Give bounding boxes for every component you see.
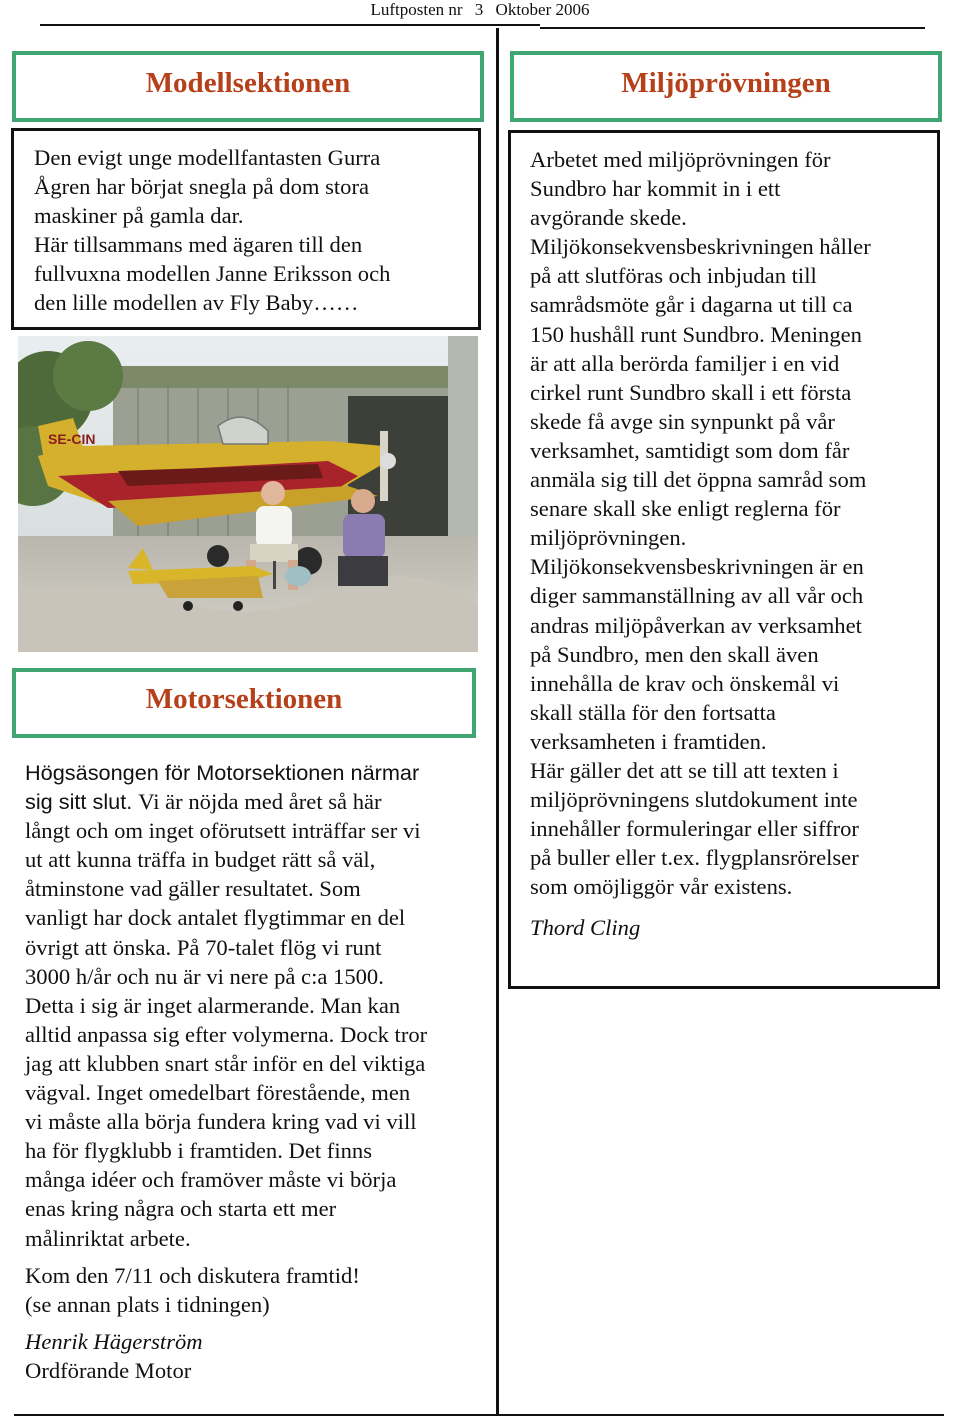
motor-line: långt och om inget oförutsett inträffar ser vi bbox=[25, 818, 421, 844]
miljoprovningen-title-box bbox=[510, 51, 942, 122]
motor-invite-line: (se annan plats i tidningen) bbox=[25, 1291, 270, 1317]
miljo-line: skall ställa för den fortsatta bbox=[530, 699, 776, 725]
miljo-line: cirkel runt Sundbro skall i ett första bbox=[530, 379, 852, 405]
modellsektionen-text-box bbox=[11, 128, 481, 330]
modell-line: fullvuxna modellen Janne Eriksson och bbox=[34, 261, 391, 287]
miljo-line: innehålla de krav och önskemål vi bbox=[530, 670, 840, 696]
header-rule bbox=[40, 24, 540, 26]
modell-line: den lille modellen av Fly Baby…… bbox=[34, 290, 359, 316]
motor-line: vi måste alla börja fundera kring vad vi vill bbox=[25, 1109, 417, 1135]
miljo-line: avgörande skede. bbox=[530, 205, 687, 231]
miljo-line: miljöprövningen. bbox=[530, 525, 687, 551]
miljo-line: anmäla sig till det öppna samråd som bbox=[530, 467, 867, 493]
modellsektionen-title: Modellsektionen bbox=[145, 67, 351, 99]
motorsektionen-title: Motorsektionen bbox=[145, 683, 343, 715]
column-divider bbox=[496, 28, 499, 1416]
miljo-signature: Thord Cling bbox=[530, 915, 641, 941]
motorsektionen-title-box bbox=[12, 668, 476, 738]
miljo-line: skede få avge sin synpunkt på vår bbox=[530, 408, 835, 434]
airplane-photo bbox=[18, 336, 478, 652]
modell-line: maskiner på gamla dar. bbox=[34, 203, 244, 229]
motor-line: övrigt att önska. På 70-talet flög vi runt bbox=[25, 934, 382, 960]
airplane-photo-illustration bbox=[18, 336, 478, 652]
motor-line: alltid anpassa sig efter volymerna. Dock tror bbox=[25, 1021, 428, 1047]
motor-intro-line: Högsäsongen för Motorsektionen närmar bbox=[25, 760, 420, 785]
miljo-line: 150 hushåll runt Sundbro. Meningen bbox=[530, 321, 862, 347]
motor-line: målinriktat arbete. bbox=[25, 1225, 191, 1251]
motor-line: ha för flygklubb i framtiden. Det finns bbox=[25, 1138, 372, 1164]
miljo-line: senare skall ske enligt reglerna för bbox=[530, 496, 841, 522]
modell-line: Den evigt unge modellfantasten Gurra bbox=[34, 145, 381, 170]
miljo-line: Sundbro har kommit in i ett bbox=[530, 176, 781, 202]
miljoprovningen-title: Miljöprövningen bbox=[621, 67, 831, 99]
issue-number: 3 bbox=[474, 0, 484, 19]
miljo-line: verksamhet, samtidigt som dom får bbox=[530, 437, 850, 463]
motorsektionen-invite bbox=[25, 1261, 485, 1319]
footer-rule bbox=[14, 1414, 944, 1416]
motor-line: ut att kunna träffa in budget rätt så väl, bbox=[25, 847, 376, 873]
miljo-line: på att slutföras och inbjudan till bbox=[530, 263, 817, 289]
miljo-line: miljöprövningens slutdokument inte bbox=[530, 787, 858, 813]
miljo-line: diger sammanställning av all vår och bbox=[530, 583, 864, 609]
modellsektionen-title-box bbox=[12, 51, 484, 122]
motor-line: vanligt har dock antalet flygtimmar en del bbox=[25, 905, 406, 931]
motor-line: åtminstone vad gäller resultatet. Som bbox=[25, 876, 361, 902]
miljoprovningen-text-box bbox=[508, 130, 940, 989]
issue-date: Oktober 2006 bbox=[495, 0, 590, 19]
miljo-line: andras miljöpåverkan av verksamhet bbox=[530, 612, 862, 638]
page-header bbox=[0, 0, 960, 22]
miljo-line: verksamheten i framtiden. bbox=[530, 728, 767, 754]
motorsektionen-body bbox=[25, 758, 485, 1385]
paper-name: Luftposten nr bbox=[370, 0, 463, 19]
motorsektionen-intro bbox=[25, 758, 485, 816]
modell-line: Ågren har börjat snegla på dom stora bbox=[34, 174, 370, 200]
miljo-line: Miljökonsekvensbeskrivningen är en bbox=[530, 554, 864, 580]
miljo-line: samrådsmöte går i dagarna ut till ca bbox=[530, 292, 853, 318]
miljo-line: är att alla berörda familjer i en vid bbox=[530, 350, 840, 376]
miljo-line: Miljökonsekvensbeskrivningen håller bbox=[530, 234, 871, 260]
miljo-line: på buller eller t.ex. flygplansrörelser bbox=[530, 845, 859, 871]
motor-role: Ordförande Motor bbox=[25, 1357, 192, 1383]
miljo-line: Arbetet med miljöprövningen för bbox=[530, 147, 831, 172]
miljo-line: Här gäller det att se till att texten i bbox=[530, 757, 839, 783]
plane-marking: SE-CIN bbox=[48, 431, 96, 447]
miljo-line: innehåller formuleringar eller siffror bbox=[530, 816, 859, 842]
motor-line: Detta i sig är inget alarmerande. Man kan bbox=[25, 992, 401, 1018]
motor-signature: Henrik Hägerström bbox=[25, 1328, 203, 1354]
motor-line: jag att klubben snart står inför en del viktiga bbox=[25, 1050, 426, 1076]
header-rule-right bbox=[540, 27, 925, 29]
miljo-line: på Sundbro, men den skall även bbox=[530, 641, 819, 667]
motor-line: många idéer och framöver måste vi börja bbox=[25, 1167, 397, 1193]
motor-line: Vi är nöjda med året så här bbox=[138, 789, 382, 815]
motor-invite-line: Kom den 7/11 och diskutera framtid! bbox=[25, 1262, 360, 1288]
modell-line: Här tillsammans med ägaren till den bbox=[34, 232, 363, 258]
motorsektionen-text bbox=[25, 816, 485, 1252]
motor-line: 3000 h/år och nu är vi nere på c:a 1500. bbox=[25, 963, 384, 989]
miljoprovningen-text bbox=[530, 145, 937, 901]
motor-line: vägval. Inget omedelbart förestående, men bbox=[25, 1080, 411, 1106]
motor-line: enas kring några och starta ett mer bbox=[25, 1196, 337, 1222]
miljo-line: som omöjliggör vår existens. bbox=[530, 874, 793, 900]
modellsektionen-text bbox=[34, 143, 478, 318]
motor-intro-line: sig sitt slut. bbox=[25, 789, 133, 815]
